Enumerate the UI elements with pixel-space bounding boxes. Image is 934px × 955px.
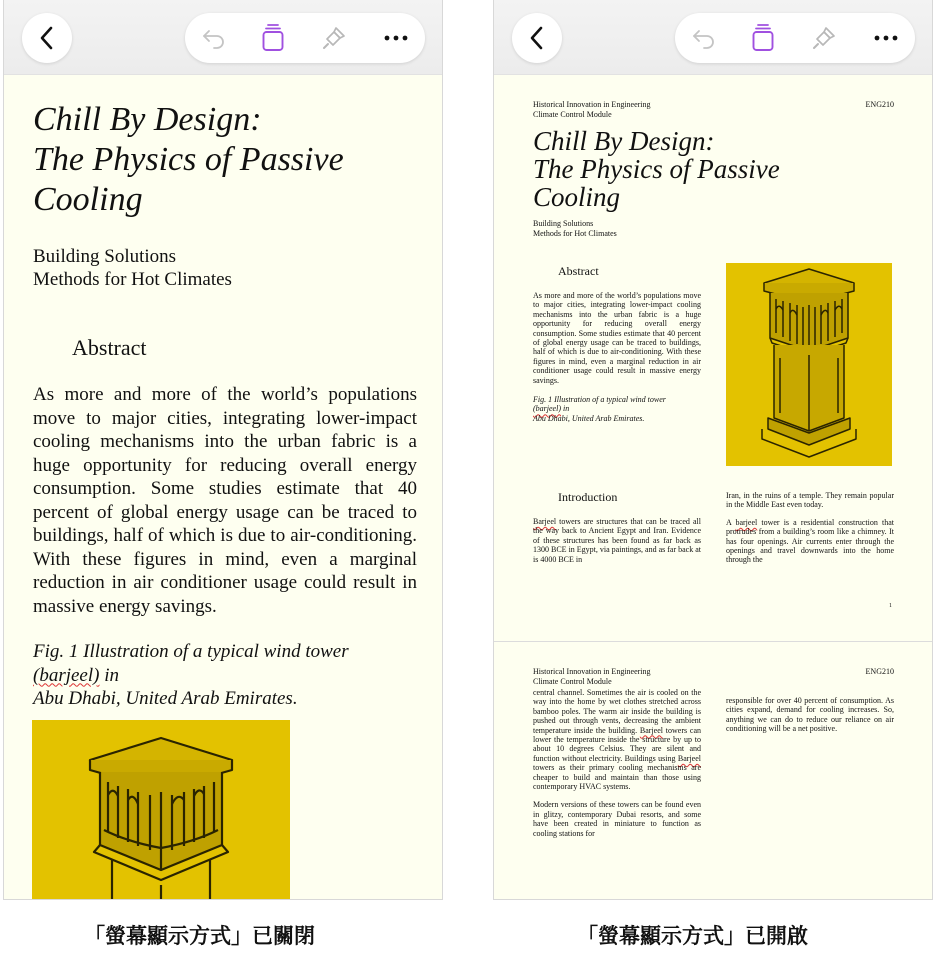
document-page-1 bbox=[494, 75, 932, 641]
page-number: 1 bbox=[889, 603, 892, 609]
caption-text: Abu Dhabi, United Arab Emirates. bbox=[533, 413, 645, 423]
body-text: towers as their primary cooling mechanisms are cheaper to build and maintain than those using contemporary HVAC systems. bbox=[533, 763, 701, 792]
page-header bbox=[533, 100, 894, 120]
misspelled-word[interactable]: (barjeel) bbox=[33, 664, 100, 686]
body-text: towers can lower the temperature inside the structure by up to about 10 degrees Celsius. They are silent and function without electricity. Buildings using bbox=[533, 725, 701, 763]
wind-tower-illustration bbox=[32, 720, 290, 900]
body-paragraph: Modern versions of these towers can be found even in glitzy, contemporary Dubai resorts, and some have been created in miniature to function as cooling stations for bbox=[533, 800, 701, 838]
misspelled-word[interactable]: (barjeel) bbox=[533, 404, 561, 414]
header-code: ENG210 bbox=[865, 667, 894, 676]
subtitle-line: Building Solutions bbox=[33, 246, 177, 267]
document-pages-icon bbox=[261, 24, 285, 52]
body-paragraph: responsible for over 40 percent of consumption. As cities expand, demand for cooling increases. So, anything we can do to reduce our reliance on air conditioning will be a net positive. bbox=[726, 696, 894, 734]
caption-text: in bbox=[561, 404, 570, 414]
title-line: Chill By Design: bbox=[33, 101, 262, 138]
format-button[interactable] bbox=[321, 25, 347, 51]
format-brush-icon bbox=[321, 25, 347, 51]
header-course: Historical Innovation in Engineering bbox=[533, 100, 651, 109]
figure-caption bbox=[533, 395, 701, 423]
caption-display-on: 「螢幕顯示方式」已開啟 bbox=[577, 924, 808, 948]
document-body bbox=[33, 100, 417, 711]
toolbar-actions bbox=[185, 13, 425, 63]
more-button[interactable] bbox=[873, 25, 899, 51]
wind-tower-figure[interactable] bbox=[726, 263, 892, 466]
document-page-2 bbox=[494, 642, 932, 900]
body-paragraph bbox=[533, 688, 701, 791]
introduction-heading: Introduction bbox=[558, 490, 618, 504]
abstract-text[interactable]: As more and more of the world’s populations move to major cities, integrating lower-impact cooling mechanisms into the urban fabric is a huge opportunity for reducing overall energy consumption. Some studies estimate that 40 percent of global energy usage can be traced to buildings, half of which is due to air-conditioning. With these figures in mind, even a marginal reduction in air conditioner usage could result in massive energy savings. bbox=[533, 291, 701, 385]
subtitle-line: Building Solutions bbox=[533, 219, 594, 228]
ellipsis-icon bbox=[384, 35, 408, 41]
title-line: The Physics of Passive bbox=[533, 154, 780, 184]
back-button[interactable] bbox=[22, 13, 72, 63]
introduction-column-left[interactable] bbox=[533, 517, 701, 564]
more-button[interactable] bbox=[383, 25, 409, 51]
title-line: Cooling bbox=[533, 182, 621, 212]
misspelled-word[interactable]: Barjeel bbox=[677, 753, 701, 763]
top-toolbar bbox=[494, 0, 932, 75]
abstract-column bbox=[533, 291, 701, 423]
introduction-text: towers are structures that can be traced all the way back to Ancient Egypt and Iran. Evidence of these structures has been found as far back as 1300 BCE in Egypt, via paintings, and as far back at is 4000 BCE in bbox=[533, 517, 701, 564]
abstract-heading: Abstract bbox=[72, 335, 147, 360]
caption-text: Fig. 1 Illustration of a typical wind tower bbox=[533, 395, 666, 405]
back-button[interactable] bbox=[512, 13, 562, 63]
misspelled-word[interactable]: Barjeel bbox=[639, 725, 663, 735]
title-line: Cooling bbox=[33, 181, 143, 218]
format-button[interactable] bbox=[811, 25, 837, 51]
document-subtitle bbox=[33, 245, 417, 291]
header-module: Climate Control Module bbox=[533, 677, 612, 686]
header-module: Climate Control Module bbox=[533, 110, 612, 119]
page2-column-left[interactable] bbox=[533, 688, 701, 838]
undo-icon bbox=[692, 27, 716, 49]
page-header bbox=[533, 667, 894, 687]
title-line: Chill By Design: bbox=[533, 126, 715, 156]
document-subtitle bbox=[533, 219, 617, 239]
caption-display-off: 「螢幕顯示方式」已關閉 bbox=[84, 924, 315, 948]
page2-column-right[interactable] bbox=[726, 696, 894, 734]
phone-screen-display-on bbox=[493, 0, 933, 900]
caption-text: Abu Dhabi, United Arab Emirates. bbox=[33, 688, 298, 709]
pages-view-button[interactable] bbox=[750, 25, 776, 51]
abstract-heading: Abstract bbox=[558, 264, 599, 278]
phone-screen-display-off bbox=[3, 0, 443, 900]
undo-button[interactable] bbox=[201, 25, 227, 51]
document-title bbox=[33, 100, 417, 220]
subtitle-line: Methods for Hot Climates bbox=[533, 229, 617, 238]
ellipsis-icon bbox=[874, 35, 898, 41]
misspelled-word[interactable]: Barjeel bbox=[533, 517, 557, 526]
wind-tower-illustration bbox=[726, 263, 892, 466]
title-line: The Physics of Passive bbox=[33, 141, 344, 178]
undo-button[interactable] bbox=[691, 25, 717, 51]
introduction-paragraph bbox=[726, 518, 894, 565]
undo-icon bbox=[202, 27, 226, 49]
introduction-text: A bbox=[726, 517, 736, 527]
introduction-column-right[interactable] bbox=[726, 491, 894, 565]
body-text: central channel. Sometimes the air is cooled on the way into the home by wet clothes stretched across bamboo poles. The warm air inside the building is pushed out through vents, decreasing the ambient temperature inside the building. bbox=[533, 688, 701, 735]
wind-tower-figure[interactable] bbox=[32, 720, 290, 900]
top-toolbar bbox=[4, 0, 442, 75]
document-pages-icon bbox=[751, 24, 775, 52]
caption-text: in bbox=[99, 664, 120, 686]
pages-view-button[interactable] bbox=[260, 25, 286, 51]
abstract-text[interactable]: As more and more of the world’s populations move to major cities, integrating lower-impact cooling mechanisms into the urban fabric is a huge opportunity for reducing overall energy consumption. Some studies estimate that 40 percent of global energy usage can be traced to buildings, half of which is due to air-conditioning. With these figures in mind, even a marginal reduction in air conditioner usage could result in massive energy savings. bbox=[33, 384, 417, 617]
figure-caption bbox=[33, 640, 417, 711]
introduction-text: tower is a residential construction that protrudes from a building’s room like a chimney. It has four openings. Air currents enter through the openings and travel downwards into the home through the bbox=[726, 517, 894, 565]
chevron-left-icon bbox=[39, 26, 55, 50]
introduction-text: Iran, in the ruins of a temple. They remain popular in the Middle East even today. bbox=[726, 491, 894, 510]
header-code: ENG210 bbox=[865, 100, 894, 109]
chevron-left-icon bbox=[529, 26, 545, 50]
format-brush-icon bbox=[811, 25, 837, 51]
subtitle-line: Methods for Hot Climates bbox=[33, 269, 232, 290]
toolbar-actions bbox=[675, 13, 915, 63]
caption-text: Fig. 1 Illustration of a typical wind tower bbox=[33, 641, 349, 662]
misspelled-word[interactable]: barjeel bbox=[735, 517, 758, 527]
header-course: Historical Innovation in Engineering bbox=[533, 667, 651, 676]
document-title bbox=[533, 127, 780, 211]
